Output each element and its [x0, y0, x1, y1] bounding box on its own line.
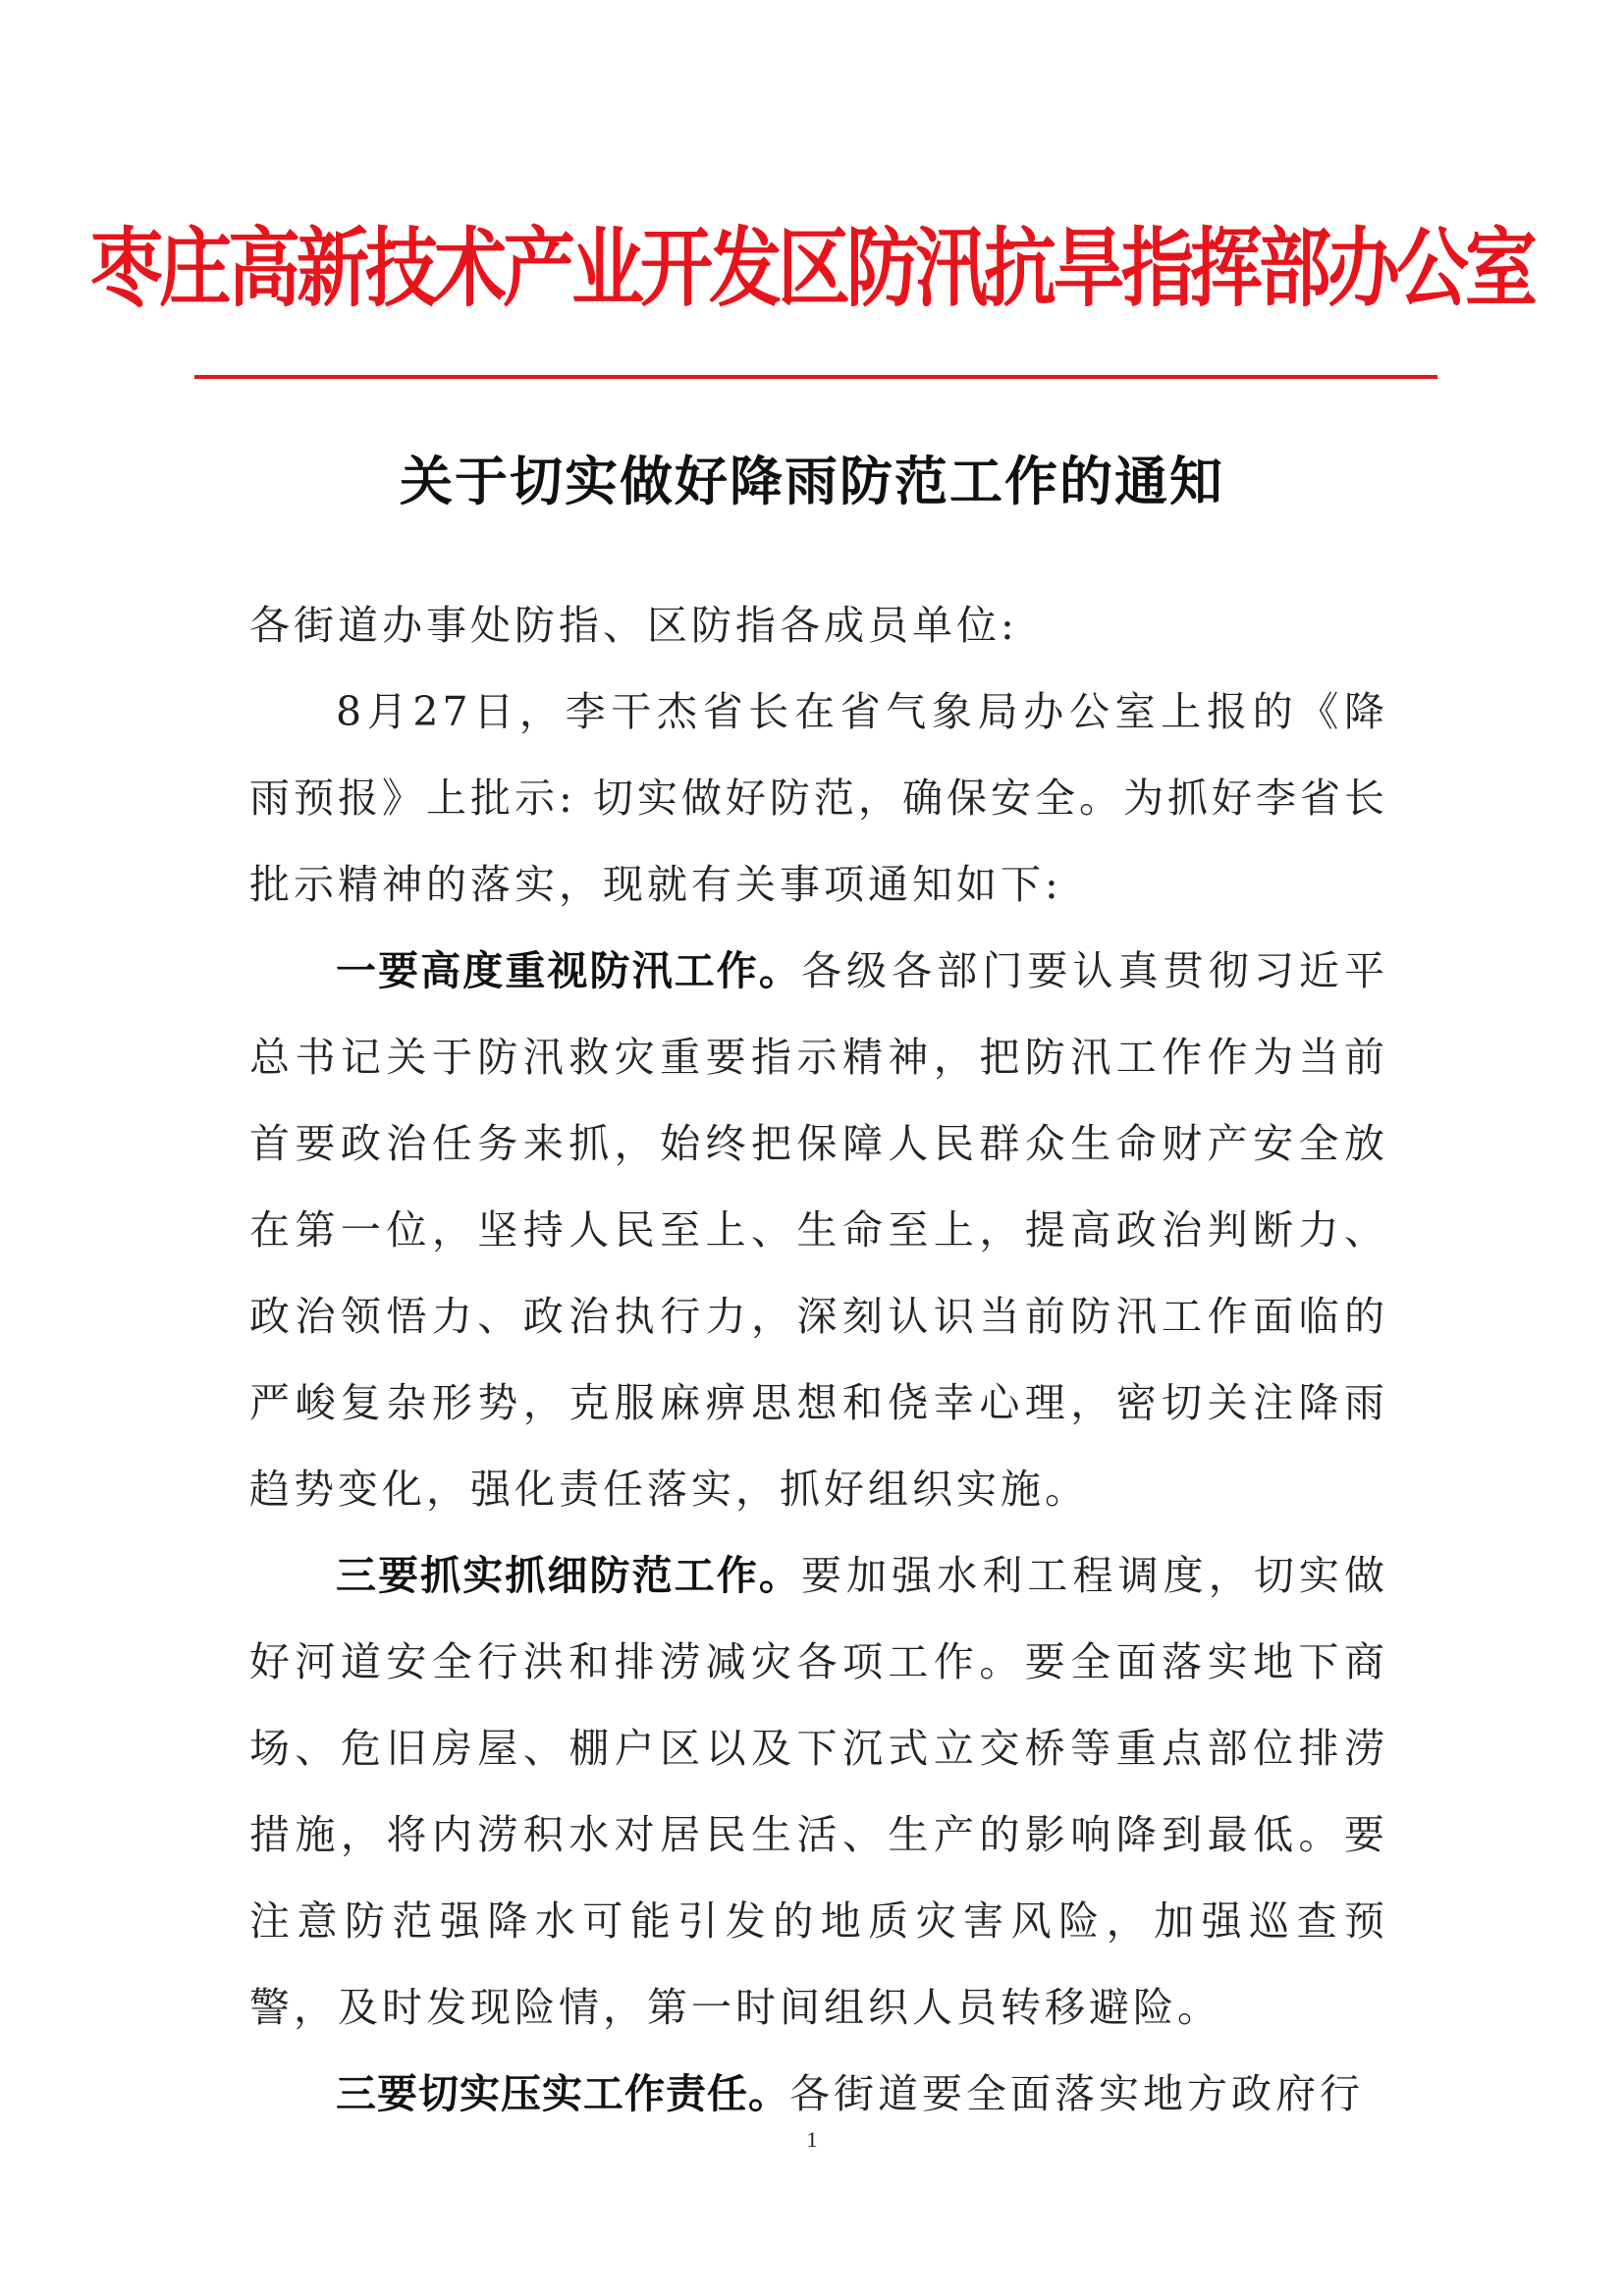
- section-paragraph-2: [249, 1532, 1388, 2051]
- section-text: 各街道要全面落实地方政府行: [789, 2070, 1364, 2117]
- intro-paragraph: 8月27日，李干杰省长在省气象局办公室上报的《降雨预报》上批示: 切实做好防范，确保安全。为抓好李省长批示精神的落实，现就有关事项通知如下:: [249, 688, 1388, 908]
- section-text: 各级各部门要认真贯彻习近平总书记关于防汛救灾重要指示精神，把防汛工作作为当前首要政治任务来抓，始终把保障人民群众生命财产安全放在第一位，坚持人民至上、生命至上，提高政治判断力、政治领悟力、政治执行力，深刻认识当前防汛工作面临的严峻复杂形势，克服麻痹思想和侥幸心理，密切关注降雨趋势变化，强化责任落实，抓好组织实施。: [249, 947, 1389, 1513]
- section-lead: 三要抓实抓细防范工作。: [336, 1552, 801, 1599]
- masthead-org-name: 枣庄高新技术产业开发区防汛抗旱指挥部办公室: [90, 219, 1534, 319]
- masthead-red-rule: [194, 375, 1437, 379]
- document-body: [249, 582, 1388, 2137]
- section-paragraph-1: [249, 928, 1388, 1532]
- section-lead: 三要切实压实工作责任。: [336, 2070, 789, 2117]
- section-lead: 一要高度重视防汛工作。: [336, 947, 801, 994]
- section-text: 要加强水利工程调度，切实做好河道安全行洪和排涝减灾各项工作。要全面落实地下商场、危旧房屋、棚户区以及下沉式立交桥等重点部位排涝措施，将内涝积水对居民生活、生产的影响降到最低。要注意防范强降水可能引发的地质灾害风险，加强巡查预警，及时发现险情，第一时间组织人员转移避险。: [249, 1552, 1389, 2031]
- salutation: 各街道办事处防指、区防指各成员单位:: [249, 602, 1018, 649]
- document-title: 关于切实做好降雨防范工作的通知: [400, 450, 1224, 512]
- page-number: 1: [806, 2127, 818, 2152]
- section-paragraph-3: [249, 2051, 1388, 2137]
